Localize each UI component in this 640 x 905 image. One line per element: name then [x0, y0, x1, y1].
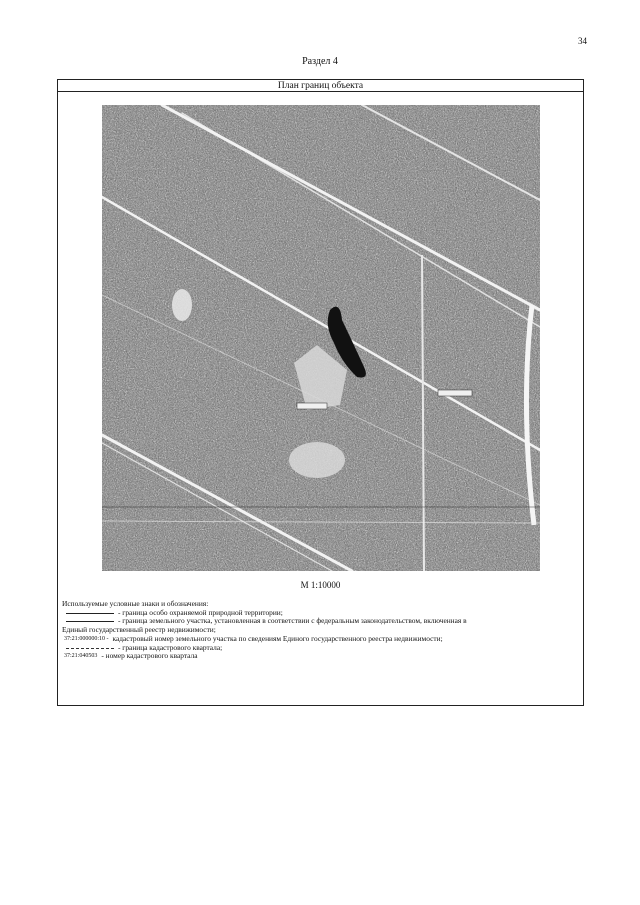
plan-title: План границ объекта	[58, 80, 583, 92]
plan-frame	[57, 79, 584, 706]
legend-item-text: - номер кадастрового квартала	[101, 651, 198, 661]
legend-item-continuation: Единый государственный реестр недвижимости;	[62, 625, 216, 635]
legend-item-quarter-number	[62, 652, 577, 661]
solid-line-symbol	[66, 617, 114, 625]
quarter-number-symbol: 37:21:040503	[64, 653, 98, 660]
cadastral-number-symbol: 37:21:000000:10 -	[64, 635, 109, 642]
legend-item-text: кадастровый номер земельного участка по сведениям Единого государственного реестра недвижимости;	[112, 633, 443, 643]
page-number: 34	[578, 36, 587, 46]
legend-item-text: - граница особо охраняемой природной территории;	[118, 607, 283, 617]
aerial-photo-image	[102, 105, 540, 571]
map-scale: М 1:10000	[300, 580, 341, 590]
dashed-line-symbol	[66, 644, 114, 652]
legend	[62, 600, 577, 661]
legend-heading: Используемые условные знаки и обозначения:	[62, 599, 209, 608]
legend-item-text: - граница кадастрового квартала;	[118, 642, 223, 652]
aerial-photo-map	[102, 105, 540, 571]
solid-line-symbol	[66, 609, 114, 617]
legend-item-text: - граница земельного участка, установленная в соответствии с федеральным законодательством, включенная в	[118, 616, 467, 626]
section-title: Раздел 4	[302, 56, 338, 67]
